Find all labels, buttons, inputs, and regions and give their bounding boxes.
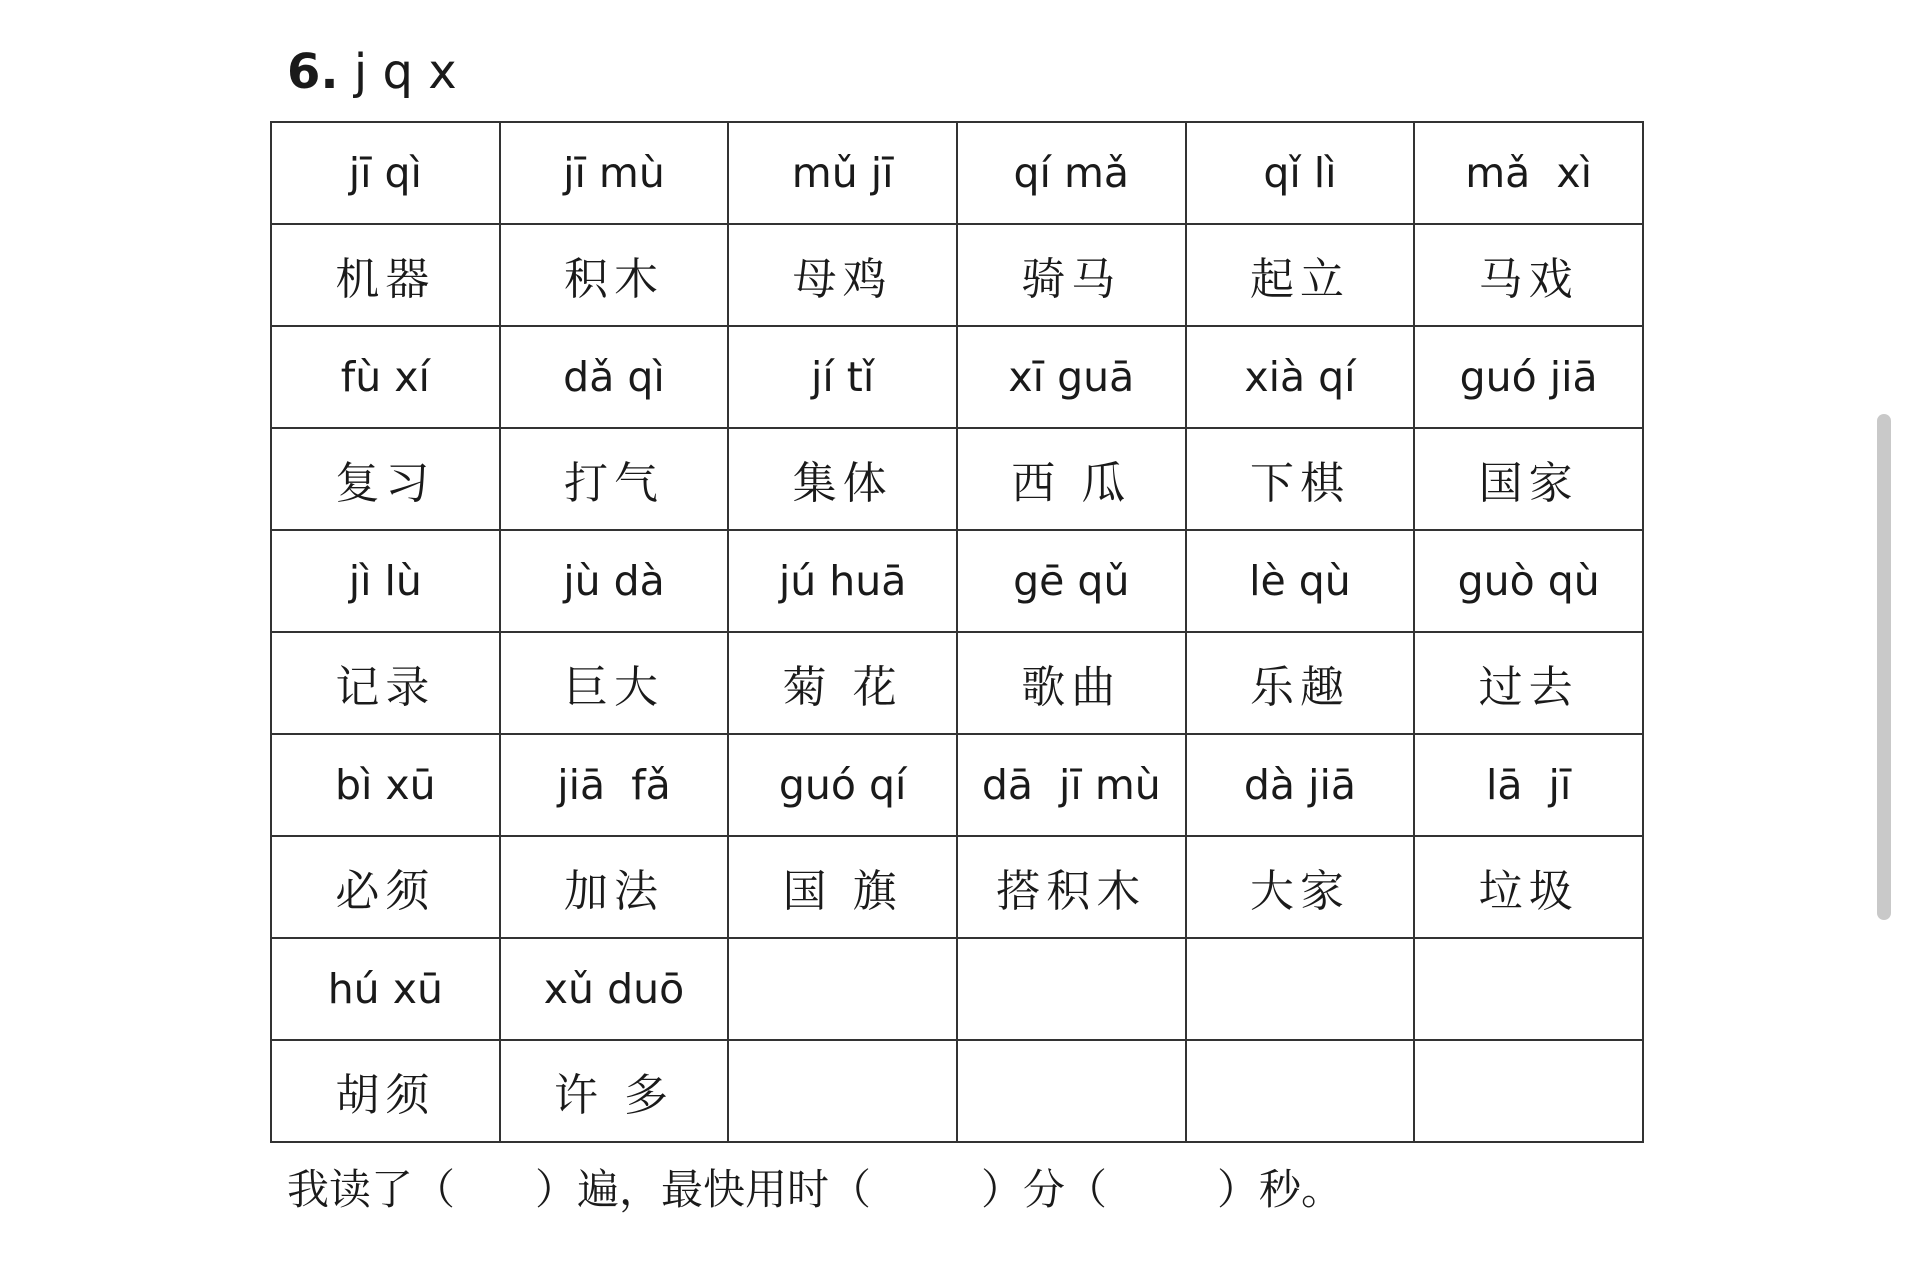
pinyin-cell: dǎ qì <box>500 326 729 428</box>
hanzi-cell <box>1186 1040 1415 1142</box>
pinyin-row <box>271 938 1643 1040</box>
read-count-blank[interactable] <box>455 1160 535 1220</box>
hanzi-cell: 加法 <box>500 836 729 938</box>
pinyin-cell <box>1414 938 1643 1040</box>
hanzi-cell: 胡须 <box>271 1040 500 1142</box>
hanzi-row <box>271 428 1643 530</box>
hanzi-cell <box>1414 1040 1643 1142</box>
pinyin-cell: jí tǐ <box>728 326 957 428</box>
pinyin-cell: fù xí <box>271 326 500 428</box>
hanzi-cell: 起立 <box>1186 224 1415 326</box>
pinyin-cell: jī mù <box>500 122 729 224</box>
hanzi-cell: 许 多 <box>500 1040 729 1142</box>
hanzi-cell: 垃圾 <box>1414 836 1643 938</box>
pinyin-cell: guò qù <box>1414 530 1643 632</box>
pinyin-cell: mǔ jī <box>728 122 957 224</box>
pinyin-cell: mǎ xì <box>1414 122 1643 224</box>
pinyin-cell <box>728 938 957 1040</box>
pinyin-cell: hú xū <box>271 938 500 1040</box>
footer-text-fastest-time: ）遍，最快用时（ <box>535 1165 872 1214</box>
hanzi-cell: 西 瓜 <box>957 428 1186 530</box>
hanzi-cell: 搭积木 <box>957 836 1186 938</box>
hanzi-cell: 机器 <box>271 224 500 326</box>
hanzi-cell: 过去 <box>1414 632 1643 734</box>
pinyin-cell <box>1186 938 1415 1040</box>
hanzi-cell: 下棋 <box>1186 428 1415 530</box>
pinyin-cell: qí mǎ <box>957 122 1186 224</box>
hanzi-cell: 骑马 <box>957 224 1186 326</box>
hanzi-cell: 母鸡 <box>728 224 957 326</box>
minutes-blank[interactable] <box>871 1160 981 1220</box>
hanzi-cell: 乐趣 <box>1186 632 1415 734</box>
pinyin-cell: dà jiā <box>1186 734 1415 836</box>
pinyin-cell: jú huā <box>728 530 957 632</box>
hanzi-cell: 记录 <box>271 632 500 734</box>
pinyin-cell: xī guā <box>957 326 1186 428</box>
hanzi-cell: 复习 <box>271 428 500 530</box>
hanzi-cell: 必须 <box>271 836 500 938</box>
pinyin-cell: jì lù <box>271 530 500 632</box>
hanzi-row <box>271 1040 1643 1142</box>
hanzi-cell: 歌曲 <box>957 632 1186 734</box>
vertical-scrollbar[interactable] <box>1877 414 1891 920</box>
exercise-number: 6. <box>287 44 339 100</box>
pinyin-cell: jù dà <box>500 530 729 632</box>
pinyin-cell: guó jiā <box>1414 326 1643 428</box>
pinyin-cell: lè qù <box>1186 530 1415 632</box>
hanzi-cell <box>728 1040 957 1142</box>
hanzi-row <box>271 632 1643 734</box>
reading-record-line <box>287 1160 1343 1220</box>
hanzi-cell <box>957 1040 1186 1142</box>
pinyin-cell: gē qǔ <box>957 530 1186 632</box>
seconds-blank[interactable] <box>1107 1160 1217 1220</box>
pinyin-row <box>271 122 1643 224</box>
pinyin-cell: bì xū <box>271 734 500 836</box>
pinyin-word-table <box>270 121 1644 1143</box>
pinyin-row <box>271 530 1643 632</box>
pinyin-cell: guó qí <box>728 734 957 836</box>
footer-text-minutes: ）分（ <box>981 1165 1108 1214</box>
hanzi-cell: 积木 <box>500 224 729 326</box>
hanzi-row <box>271 836 1643 938</box>
hanzi-cell: 巨大 <box>500 632 729 734</box>
exercise-letters: j q x <box>338 44 457 100</box>
footer-text-seconds: ）秒。 <box>1217 1165 1344 1214</box>
pinyin-row <box>271 326 1643 428</box>
pinyin-cell: xǔ duō <box>500 938 729 1040</box>
footer-text-read-times: 我读了（ <box>287 1165 456 1214</box>
hanzi-cell: 大家 <box>1186 836 1415 938</box>
hanzi-cell: 国家 <box>1414 428 1643 530</box>
hanzi-cell: 马戏 <box>1414 224 1643 326</box>
pinyin-cell: dā jī mù <box>957 734 1186 836</box>
exercise-heading <box>287 42 457 102</box>
pinyin-cell: xià qí <box>1186 326 1415 428</box>
hanzi-cell: 菊 花 <box>728 632 957 734</box>
hanzi-cell: 集体 <box>728 428 957 530</box>
pinyin-cell: lā jī <box>1414 734 1643 836</box>
pinyin-cell: jiā fǎ <box>500 734 729 836</box>
hanzi-cell: 打气 <box>500 428 729 530</box>
pinyin-row <box>271 734 1643 836</box>
hanzi-cell: 国 旗 <box>728 836 957 938</box>
pinyin-cell: jī qì <box>271 122 500 224</box>
hanzi-row <box>271 224 1643 326</box>
pinyin-cell <box>957 938 1186 1040</box>
pinyin-cell: qǐ lì <box>1186 122 1415 224</box>
